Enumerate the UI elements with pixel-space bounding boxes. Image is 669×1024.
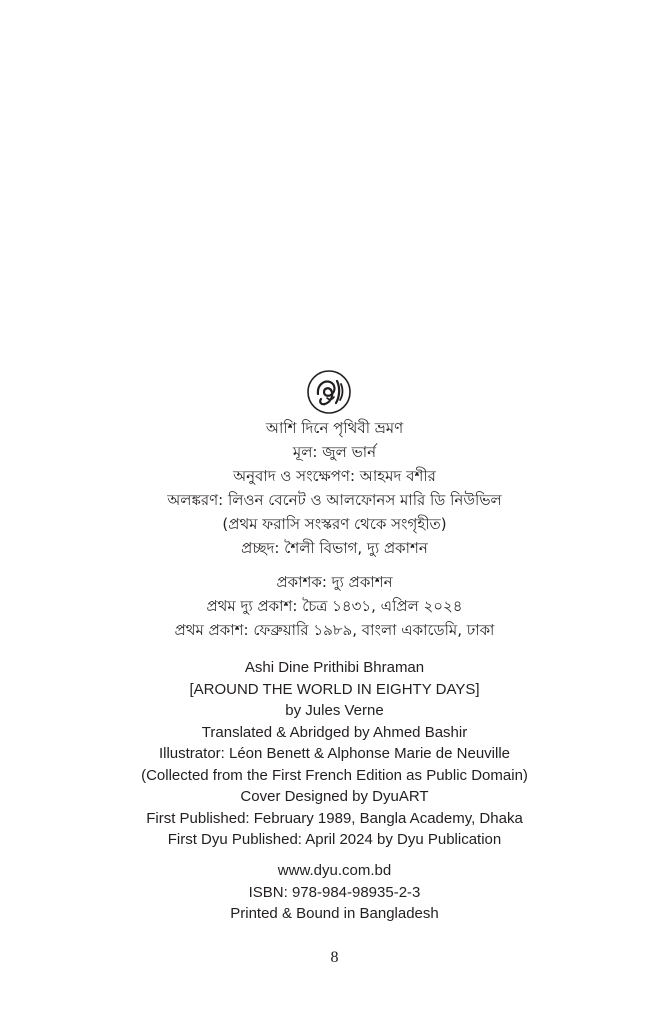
bangla-publication-info (0, 570, 669, 642)
english-title: Ashi Dine Prithibi Bhraman (244, 659, 425, 676)
website: www.dyu.com.bd (277, 862, 392, 879)
english-illustrator: Illustrator: Léon Benett & Alphonse Marie de Neuville (158, 745, 511, 762)
english-original-title: [AROUND THE WORLD IN EIGHTY DAYS] (189, 680, 480, 698)
isbn: ISBN: 978-984-98935-2-3 (248, 883, 421, 901)
page-number: 8 (330, 949, 339, 966)
dyu-publication-logo-icon (307, 370, 351, 414)
printed-bound-note: Printed & Bound in Bangladesh (230, 905, 439, 922)
bangla-illustrator: অলঙ্করণ: লিওন বেনেট ও আলফোনস মারি ডি নিউভিল (167, 491, 502, 509)
english-translator: Translated & Abridged by Ahmed Bashir (201, 723, 468, 741)
bangla-title: আশি দিনে পৃথিবী ভ্রমণ (265, 419, 404, 437)
english-first-published: First Published: February 1989, Bangla Academy, Dhaka (146, 809, 523, 827)
bangla-first-dyu-published: প্রথম দ্যু প্রকাশ: চৈত্র ১৪৩১, এপ্রিল ২০২৪ (206, 597, 463, 615)
bangla-credits (0, 416, 669, 560)
bangla-publisher: প্রকাশক: দ্যু প্রকাশন (276, 573, 393, 591)
bangla-translator: অনুবাদ ও সংক্ষেপণ: আহমদ বশীর (233, 467, 436, 485)
english-source-note: (Collected from the First French Edition as Public Domain) (141, 766, 528, 784)
bangla-author: মূল: জুল ভার্ন (292, 443, 377, 461)
bangla-cover-credit: প্রচ্ছদ: শৈলী বিভাগ, দ্যু প্রকাশন (241, 539, 428, 557)
english-contact-info (0, 860, 669, 925)
english-credits (0, 657, 669, 851)
english-author: by Jules Verne (285, 702, 384, 719)
english-cover-credit: Cover Designed by DyuART (240, 788, 429, 805)
bangla-first-published: প্রথম প্রকাশ: ফেব্রুয়ারি ১৯৮৯, বাংলা একাডেমি, ঢাকা (174, 621, 495, 639)
bangla-source-note: (প্রথম ফরাসি সংস্করণ থেকে সংগৃহীত) (222, 515, 447, 533)
english-first-dyu-published: First Dyu Published: April 2024 by Dyu Publication (167, 831, 502, 848)
